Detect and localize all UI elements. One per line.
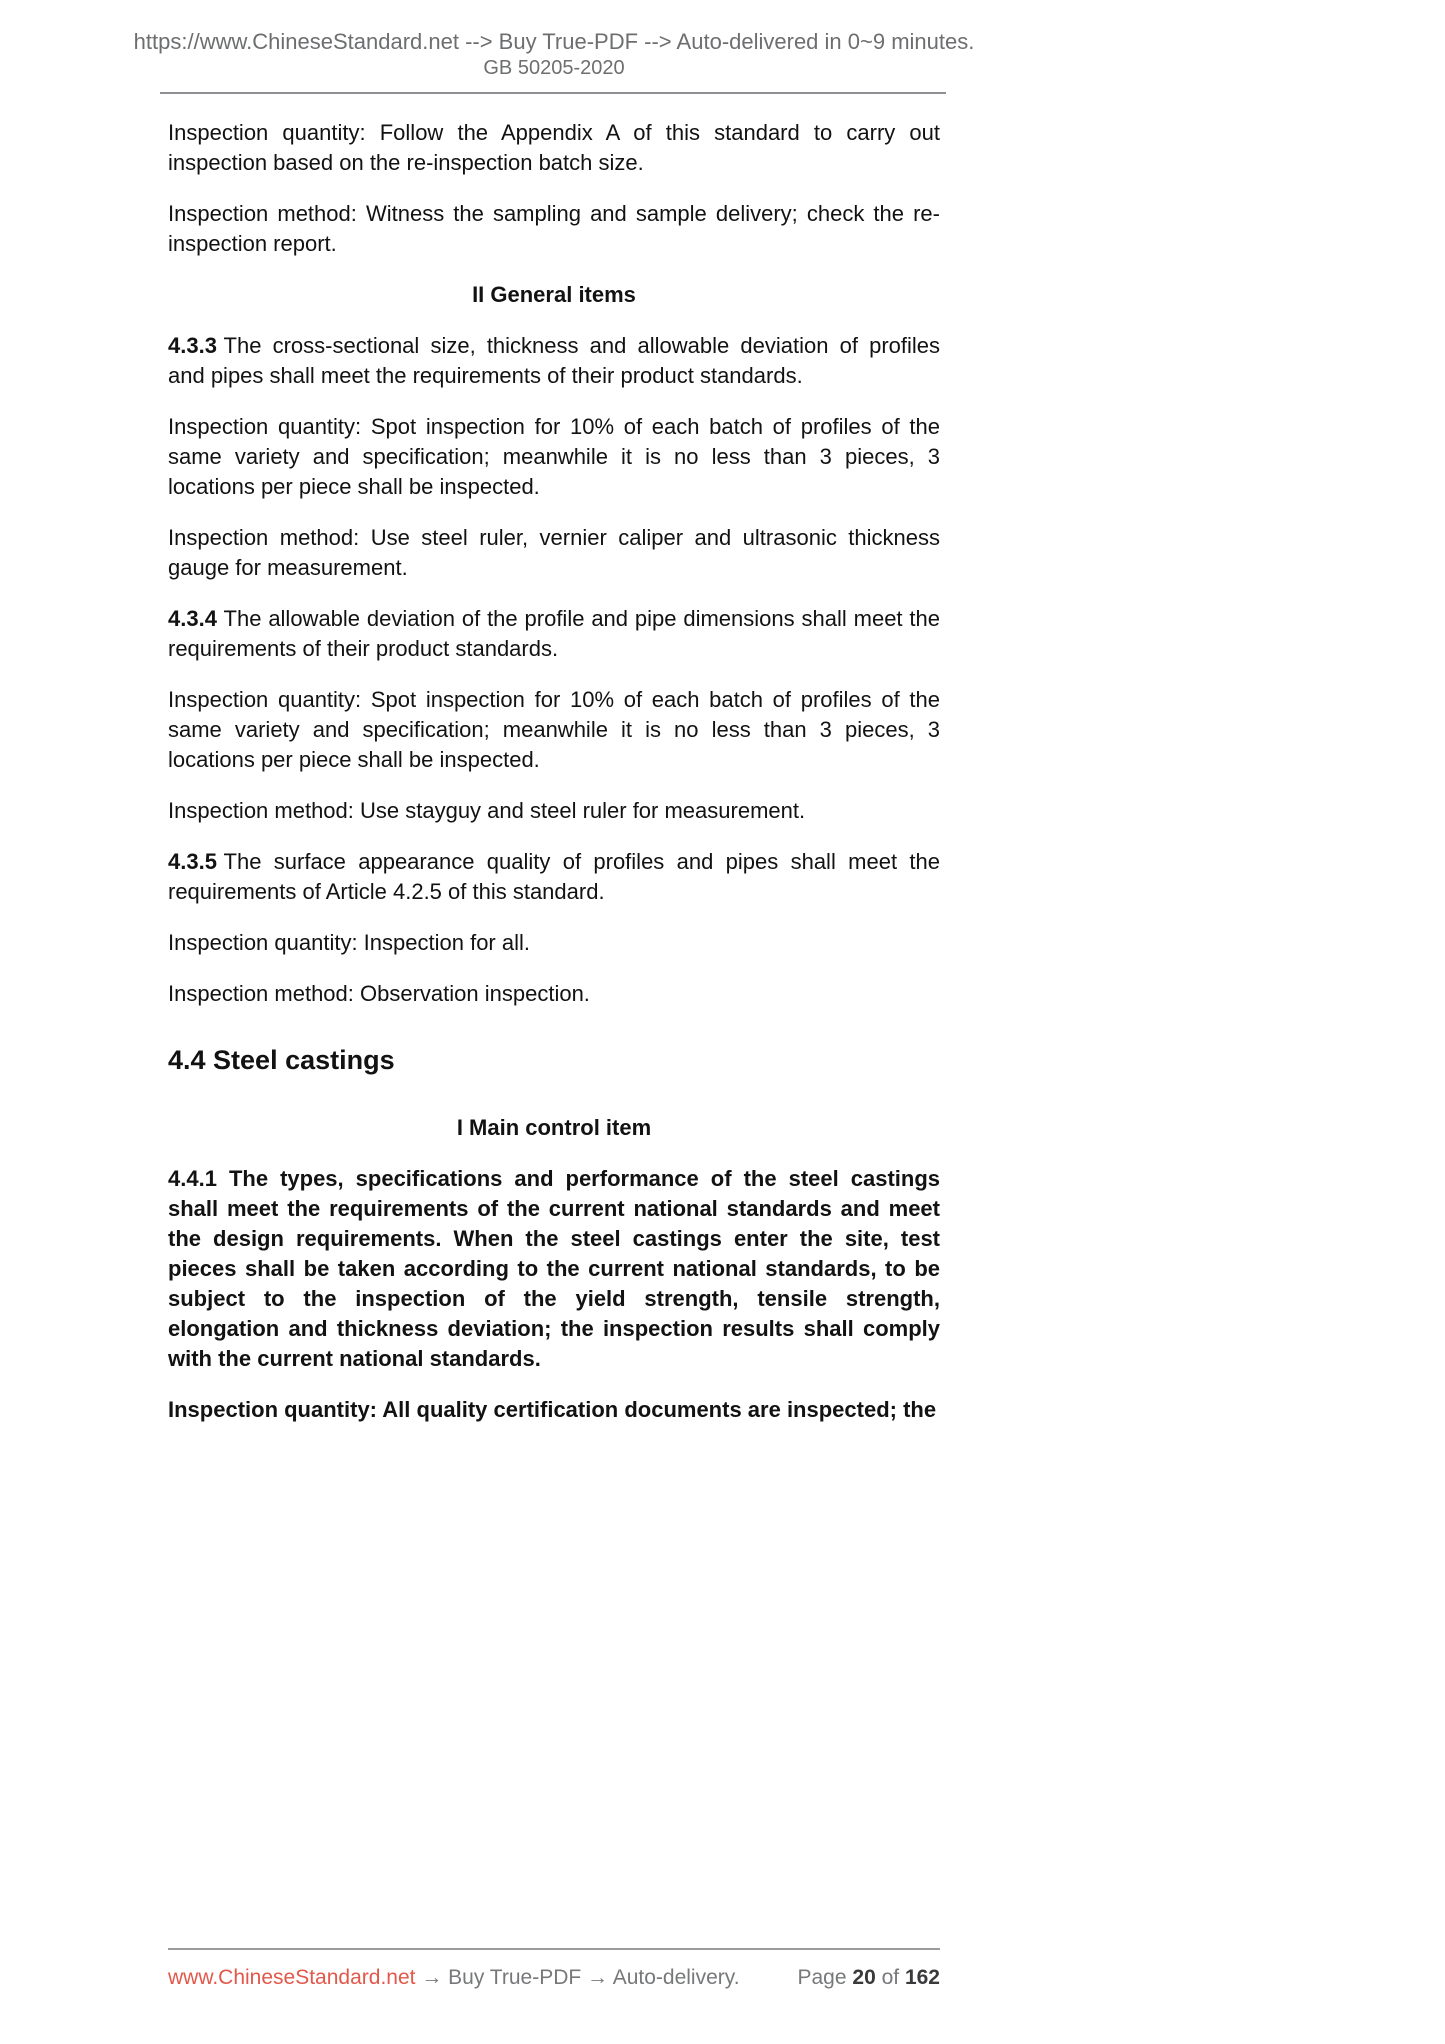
clause-text: The allowable deviation of the profile and pipe dimensions shall meet the requirements of their product standards. xyxy=(168,606,940,661)
clause-4-3-5 xyxy=(168,847,940,907)
clause-text: The surface appearance quality of profiles and pipes shall meet the requirements of Article 4.2.5 of this standard. xyxy=(168,849,940,904)
clause-4-4-1: 4.4.1 The types, specifications and performance of the steel castings shall meet the requirements of the current national standards and meet the design requirements. When the steel castings enter the site, test pieces shall be taken according to the current national standards, to be subject to the inspection of the yield strength, tensile strength, elongation and thickness deviation; the inspection results shall comply with the current national standards. xyxy=(168,1166,940,1371)
page-footer xyxy=(168,1964,940,1992)
heading-main-control-item: I Main control item xyxy=(456,1115,652,1140)
footer-divider xyxy=(168,1948,940,1950)
clause-4-3-4 xyxy=(168,604,940,664)
clause-number: 4.3.5 xyxy=(168,849,217,874)
clause-number: 4.3.4 xyxy=(168,606,217,631)
para-inspection-quantity-certification: Inspection quantity: All quality certification documents are inspected; the xyxy=(168,1397,937,1422)
heading-steel-castings: 4.4 Steel castings xyxy=(168,1045,395,1075)
heading-general-items: II General items xyxy=(472,282,636,307)
para-inspection-quantity-all: Inspection quantity: Inspection for all. xyxy=(168,930,530,955)
header-divider xyxy=(160,92,946,94)
header-url-line: https://www.ChineseStandard.net --> Buy True-PDF --> Auto-delivered in 0~9 minutes. xyxy=(133,29,975,54)
page-current: 20 xyxy=(852,1966,876,1989)
footer-left xyxy=(168,1964,740,1992)
page-total: 162 xyxy=(904,1966,940,1989)
page-of-label: of xyxy=(881,1966,900,1989)
para-inspection-quantity-spot-2: Inspection quantity: Spot inspection for 10% of each batch of profiles of the same variety and specification; meanwhile it is no less than 3 pieces, 3 locations per piece shall be inspected. xyxy=(168,687,940,772)
clause-number: 4.3.3 xyxy=(168,333,217,358)
page-header xyxy=(88,28,1020,80)
clause-text: The cross-sectional size, thickness and allowable deviation of profiles and pipes shall meet the requirements of their product standards. xyxy=(168,333,940,388)
para-inspection-method-observation: Inspection method: Observation inspection. xyxy=(168,981,590,1006)
page-label: Page xyxy=(797,1966,847,1989)
footer-tagline: → Buy True-PDF → Auto-delivery. xyxy=(415,1966,740,1989)
document-body xyxy=(168,118,940,1446)
page-indicator xyxy=(798,1964,941,1992)
para-inspection-method-stayguy: Inspection method: Use stayguy and steel ruler for measurement. xyxy=(168,798,806,823)
footer-site-link[interactable]: www.ChineseStandard.net xyxy=(168,1966,416,1989)
document-code: GB 50205-2020 xyxy=(483,57,625,79)
para-inspection-quantity-spot-1: Inspection quantity: Spot inspection for 10% of each batch of profiles of the same variety and specification; meanwhile it is no less than 3 pieces, 3 locations per piece shall be inspected. xyxy=(168,414,940,499)
para-inspection-method-witness: Inspection method: Witness the sampling and sample delivery; check the re-inspection report. xyxy=(168,201,940,256)
para-inspection-method-ruler: Inspection method: Use steel ruler, vernier caliper and ultrasonic thickness gauge for measurement. xyxy=(168,525,940,580)
para-inspection-quantity-appendix: Inspection quantity: Follow the Appendix A of this standard to carry out inspection based on the re-inspection batch size. xyxy=(168,120,940,175)
clause-4-3-3 xyxy=(168,331,940,391)
